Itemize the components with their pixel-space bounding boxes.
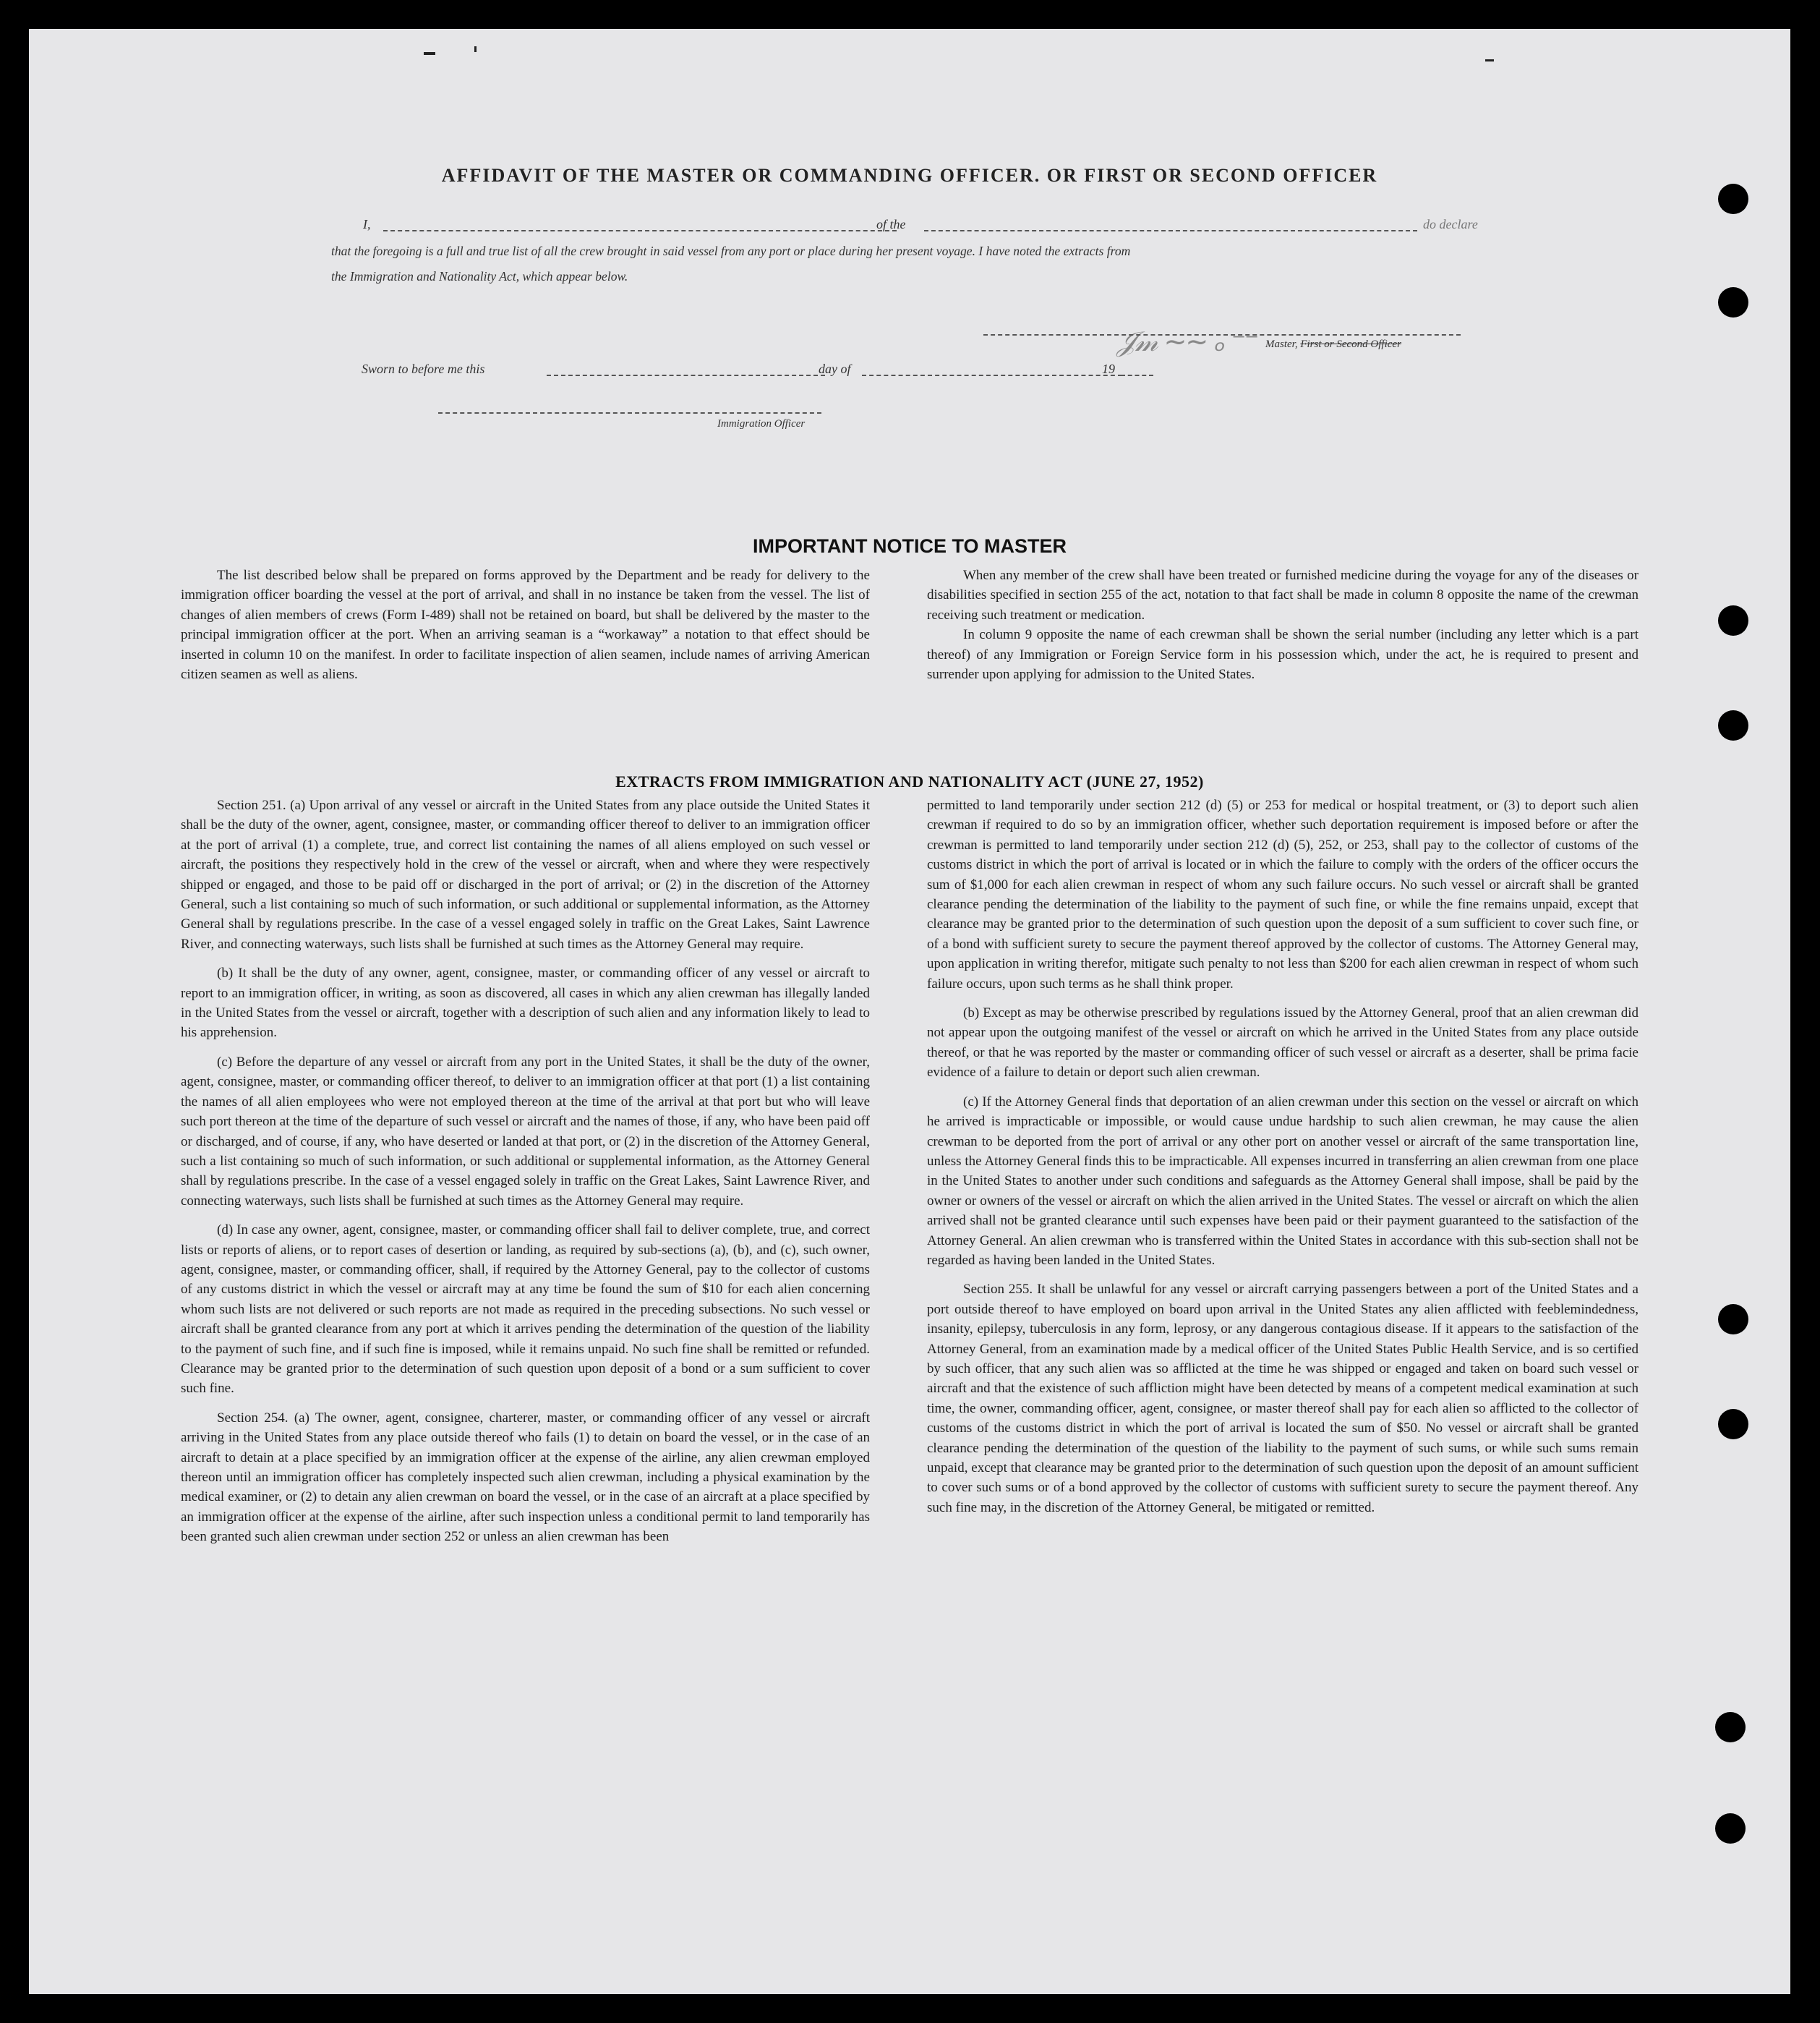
vessel-blank-line [924, 230, 1417, 231]
signature-line [983, 334, 1461, 336]
extracts-title: EXTRACTS FROM IMMIGRATION AND NATIONALITY ACT (JUNE 27, 1952) [615, 772, 1204, 791]
section-254-b: (b) Except as may be otherwise prescribed by regulations issued by the Attorney General, proof that an alien crewman did not appear upon the outgoing manifest of the vessel or aircraft on which he arrived in the United States from any place outside thereof, or that he was reported by the master or commanding officer of such vessel or aircraft as a deserter, shall be prima facie evidence of a failure to detain or deport such alien crewman. [927, 1005, 1639, 1081]
section-254-a-continued: permitted to land temporarily under section 212 (d) (5) or 253 for medical or hospital treatment, or (3) to deport such alien crewman if required to do so by an immigration officer, whether such deportation requirement is imposed before or after the crewman is permitted to land temporarily under section 212 (d) (5), 252, or 253, shall pay to the collector of customs of the customs district in which the port of arrival is located or in which the failure to comply with the orders of the officer occurs the sum of $1,000 for each alien crewman in respect of whom any such failure occurs. No such vessel or aircraft shall be granted clearance pending the determination of the liability to the payment of such fine, or while the fine remains unpaid, except that clearance may be granted prior to the determination of such question upon the deposit of a sum sufficient to cover such fine, or of a bond with sufficient surety to secure the payment thereof approved by the collector of customs. The Attorney General may, upon application in writing therefor, mitigate such penalty to not less than $200 for each alien crewman in respect of whom such failure occurs, upon such terms as he shall think proper. [927, 798, 1639, 992]
section-254-c: (c) If the Attorney General finds that deportation of an alien crewman under this section on the vessel or aircraft on which he arrived is impracticable or impossible, or would cause undue hardship to such alien crewman, he may cause the alien crewman to be deported from the port of arrival or any other port on another vessel or aircraft of the same transportation line, unless the Attorney General finds this to be impracticable. All expenses incurred in transferring an alien crewman from one place in the United States to another under such conditions and safeguards as the Attorney General shall impose, shall be paid by the owner or owners of the vessel or aircraft on which the alien arrived in the United States. The vessel or aircraft on which the alien arrived shall not be granted clearance until such expenses have been paid or their payment guaranteed to the satisfaction of the Attorney General. An alien crewman who is transferred within the United States in accordance with this sub-section shall not be regarded as having been landed in the United States. [927, 1094, 1639, 1268]
binder-hole-icon [1718, 184, 1748, 214]
section-251-a: Section 251. (a) Upon arrival of any vessel or aircraft in the United States from any place outside the United States it shall be the duty of the owner, agent, consignee, master, or commanding officer thereof to deliver to an immigration officer at the port of arrival (1) a complete, true, and correct list containing the names of all aliens employed on such vessel or aircraft, the positions they respectively hold in the crew of the vessel or aircraft, when and where they were respectively shipped or engaged, and those to be paid off or discharged in the port of arrival; or (2) in the discretion of the Attorney General, such a list containing so much of such information, or such additional or supplemental information, as the Attorney General shall by regulations prescribe. In the case of a vessel engaged solely in traffic on the Great Lakes, Saint Lawrence River, and connecting waterways, such lists shall be furnished at such times as the Attorney General may require. [181, 798, 870, 952]
binder-hole-icon [1718, 1409, 1748, 1439]
affidavit-title: AFFIDAVIT OF THE MASTER OR COMMANDING OFFICER. OR FIRST OR SECOND OFFICER [441, 165, 1378, 186]
scan-mark [1485, 59, 1494, 61]
sworn-prefix: Sworn to before me this [362, 362, 485, 376]
scan-mark [474, 46, 477, 52]
section-251-c: (c) Before the departure of any vessel or aircraft from any port in the United States, it shall be the duty of the owner, agent, consignee, master, or commanding officer thereof, to deliver to an immigration officer at that port (1) a list containing the names of all alien employees who were not employed thereon at the time of the arrival at that port but who will leave such port thereon at the time of the departure of such vessel or aircraft and the names of those, if any, who have been paid off or discharged, and of course, if any, who have deserted or landed at that port, or (2) in the discretion of the Attorney General, such a list containing so much of such information, or such additional or supplemental information, as the Attorney General shall by regulations prescribe. In the case of a vessel engaged solely in traffic on the Great Lakes, Saint Lawrence River, and connecting waterways, such lists shall be furnished at such times as the Attorney General may require. [181, 1054, 870, 1209]
document-page [29, 29, 1790, 1994]
binder-hole-icon [1718, 605, 1748, 636]
binder-hole-icon [1715, 1813, 1746, 1844]
declaration-of-the: of the [876, 217, 906, 231]
notice-right-paragraph-2: In column 9 opposite the name of each crewman shall be shown the serial number (including any letter which is a part thereof) of any Immigration or Foreign Service form in his possession which, under the act, he is required to present and surrender upon applying for admission to the United States. [927, 627, 1639, 683]
immigration-officer-line [438, 412, 821, 414]
binder-hole-icon [1718, 1304, 1748, 1334]
notice-right-column [927, 566, 1639, 694]
name-blank-line [383, 230, 897, 231]
section-254-a: Section 254. (a) The owner, agent, consignee, charterer, master, or commanding officer of any vessel or aircraft arriving in the United States from any place outside thereof who fails (1) to detain on board the vessel, or in the case of an aircraft to detain at a place specified by an immigration officer at the expense of the airline, any alien crewman employed thereon until an immigration officer has completely inspected such alien crewman, including a physical examination by the medical examiner, or (2) to detain any alien crewman on board the vessel, or in the case of an aircraft at a place specified by an immigration officer at the expense of the airline, after such inspection unless a conditional permit to land temporarily has been granted such alien crewman under section 252 or unless an alien crewman has been [181, 1410, 870, 1545]
sworn-year: 19 [1102, 362, 1115, 376]
binder-hole-icon [1718, 710, 1748, 741]
signature-handwritten: 𝒥𝓂 ~~ ₒ ⁻⁻ [1117, 325, 1258, 357]
declaration-declare: do declare [1423, 217, 1478, 231]
notice-right-paragraph-1: When any member of the crew shall have been treated or furnished medicine during the voyage for any of the diseases or disabilities specified in section 255 of the act, notation to that fact shall be made in column 8 opposite the name of the crewman receiving such treatment or medication. [927, 568, 1639, 623]
sworn-month-blank [862, 375, 1122, 376]
scan-mark [424, 52, 435, 55]
section-255: Section 255. It shall be unlawful for any vessel or aircraft carrying passengers between a port of the United States and a port outside thereof to have employed on board upon arrival in the United States any alien afflicted with feeblemindedness, insanity, epilepsy, tuberculosis in any form, leprosy, or any dangerous contagious disease. If it appears to the satisfaction of the Attorney General, from an examination made by a medical officer of the United States Public Health Service, and is so certified by such officer, that any such alien was so afflicted at the time he was shipped or engaged and taken on board such vessel or aircraft and that the existence of such affliction might have been detected by means of a competent medical examination at such time, the owner, commanding officer, agent, consignee, or master thereof shall pay for each alien so afflicted to the collector of customs of the customs district in which the port of arrival is located the sum of $50. No vessel or aircraft shall be granted clearance pending the determination of the question of the liability to the payment of such sums, or while such sums remain unpaid, except that clearance may be granted prior to the determination of such question upon the deposit of an amount sufficient to cover such sums or of a bond approved by the collector of customs with sufficient surety to secure the payment thereof. Any such fine may, in the discretion of the Attorney General, be mitigated or remitted. [927, 1282, 1639, 1515]
section-251-d: (d) In case any owner, agent, consignee, master, or commanding officer shall fail to deliver complete, true, and correct lists or reports of aliens, or to report cases of desertion or landing, as required by sub-sections (a), (b), and (c), such owner, agent, consignee, master, or commanding officer, shall, if required by the Attorney General, pay to the collector of customs of any customs district in which the vessel or aircraft may at any time be found the sum of $10 for each alien concerning whom such lists are not delivered or such reports are not made as required in the preceding subsections. No such vessel or aircraft shall be granted clearance from any port at which it arrives pending the determination of the question of the liability to the payment of such fine, and if such fine is imposed, while it remains unpaid. No such fine shall be remitted or refunded. Clearance may be granted prior to the determination of such question upon deposit of a bond or a sum sufficient to cover such fine. [181, 1222, 870, 1397]
notice-left-paragraph: The list described below shall be prepared on forms approved by the Department and be ready for delivery to the immigration officer boarding the vessel at the port of arrival, and shall in no instance be taken from the vessel. The list of changes of alien members of crews (Form I-489) shall not be retained on board, but shall be delivered by the master to the principal immigration officer at the port. When an arriving seaman is a “workaway” a notation to that effect should be inserted in column 10 on the manifest. In order to facilitate inspection of alien seamen, include names of arriving American citizen seamen as well as aliens. [181, 568, 870, 683]
sworn-day-blank [547, 375, 825, 376]
declaration-line-3: the Immigration and Nationality Act, which appear below. [331, 269, 628, 284]
sworn-day-of: day of [819, 362, 851, 376]
extracts-right-column [927, 796, 1639, 1527]
signature-caption: Master, First or Second Officer [1265, 338, 1401, 350]
extracts-left-column [181, 796, 870, 1556]
section-251-b: (b) It shall be the duty of any owner, agent, consignee, master, or commanding officer of any vessel or aircraft to report to an immigration officer, in writing, as soon as discovered, all cases in which any alien crewman has illegally landed in the United States from the vessel or aircraft, together with a description of such alien and any information likely to lead to his apprehension. [181, 966, 870, 1041]
notice-title: IMPORTANT NOTICE TO MASTER [753, 535, 1067, 557]
binder-hole-icon [1715, 1712, 1746, 1742]
binder-hole-icon [1718, 287, 1748, 318]
immigration-officer-caption: Immigration Officer [717, 418, 806, 430]
notice-left-column [181, 566, 870, 694]
declaration-line-2: that the foregoing is a full and true list of all the crew brought in said vessel from any port or place during her present voyage. I have noted the extracts from [331, 244, 1131, 258]
sworn-year-blank [1121, 375, 1153, 376]
declaration-i: I, [363, 217, 371, 231]
